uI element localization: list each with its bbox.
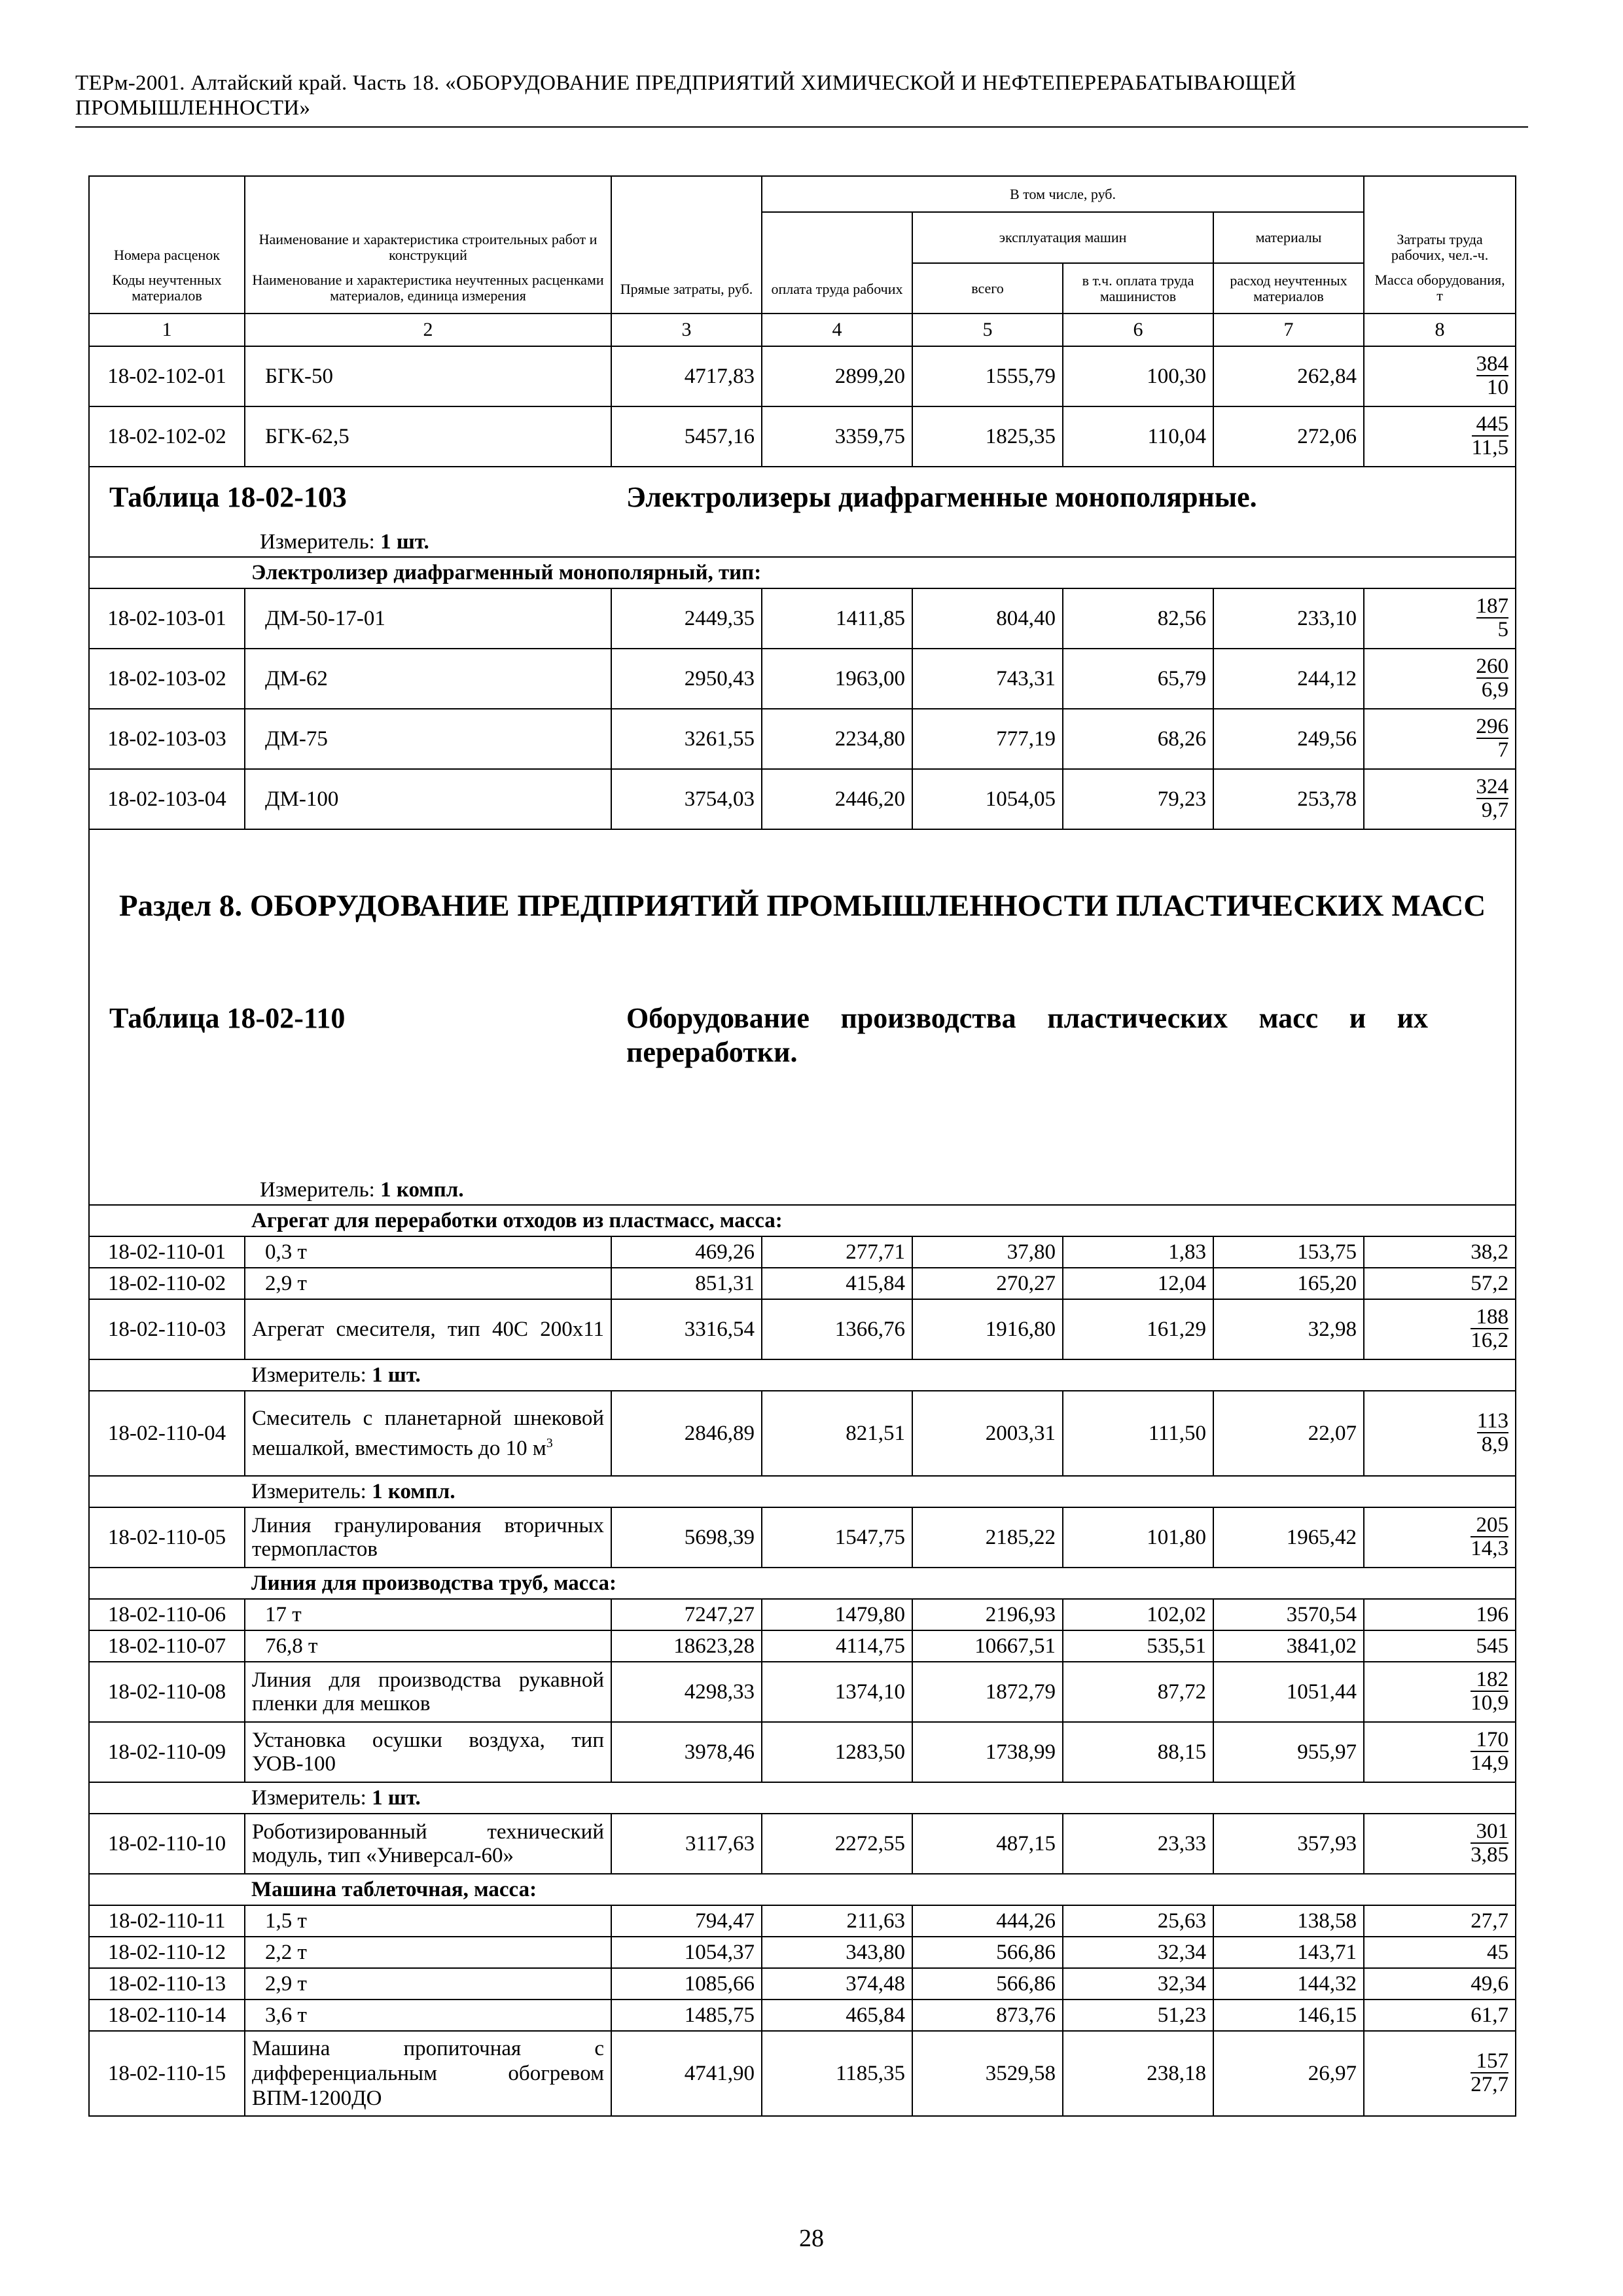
machines-total: 2196,93: [912, 1599, 1063, 1630]
machinist-pay: 68,26: [1063, 709, 1213, 769]
measure-value: 1 шт.: [372, 1785, 421, 1810]
machines-total: 1916,80: [912, 1299, 1063, 1359]
table-103-measure: [89, 528, 1516, 557]
rate-name: Установка осушки воздуха, тип УОВ-100: [245, 1722, 611, 1782]
measure-label: Измеритель:: [251, 1785, 366, 1810]
measure-label: Измеритель:: [260, 530, 375, 554]
labor-pay: 2234,80: [762, 709, 912, 769]
table-110-measure-2: [89, 1359, 1516, 1391]
col-total-header: всего: [912, 263, 1063, 314]
machines-total: 1555,79: [912, 346, 1063, 406]
direct-cost: 2950,43: [611, 649, 762, 709]
direct-cost: 3978,46: [611, 1722, 762, 1782]
direct-cost: 4717,83: [611, 346, 762, 406]
machinist-pay: 238,18: [1063, 2031, 1213, 2116]
rate-code: 18-02-110-14: [89, 2000, 245, 2031]
col-labor-pay-header: оплата труда рабочих: [762, 212, 912, 314]
labor-pay: 277,71: [762, 1236, 912, 1268]
machines-total: 1054,05: [912, 769, 1063, 829]
labor-mass-fraction: [1364, 1391, 1516, 1476]
group-title: Электролизер диафрагменный монополярный, тип:: [245, 557, 1516, 588]
group-title: Линия для производства труб, масса:: [245, 1568, 1516, 1599]
table-row: [89, 709, 1516, 769]
table-110-measure-4: [89, 1782, 1516, 1814]
direct-cost: 3316,54: [611, 1299, 762, 1359]
labor-pay: 1963,00: [762, 649, 912, 709]
rate-code: 18-02-110-01: [89, 1236, 245, 1268]
materials: 262,84: [1213, 346, 1364, 406]
machines-total: 1825,35: [912, 406, 1063, 467]
machines-total: 566,86: [912, 1968, 1063, 2000]
rate-code: 18-02-110-02: [89, 1268, 245, 1299]
labor-cost: 157: [1471, 2050, 1508, 2073]
machinist-pay: 79,23: [1063, 769, 1213, 829]
direct-cost: 2449,35: [611, 588, 762, 649]
labor-mass-fraction: [1364, 2031, 1516, 2116]
labor-mass-fraction: [1364, 649, 1516, 709]
measure-value: 1 компл.: [372, 1479, 455, 1503]
labor-mass-fraction: [1364, 406, 1516, 467]
labor-cost: 57,2: [1364, 1268, 1516, 1299]
machinist-pay: 32,34: [1063, 1968, 1213, 2000]
rate-name: ДМ-62: [245, 649, 611, 709]
labor-pay: 374,48: [762, 1968, 912, 2000]
labor-cost: 296: [1476, 715, 1509, 738]
unit-exponent: 3: [546, 1436, 553, 1450]
direct-cost: 3117,63: [611, 1814, 762, 1874]
rate-code: 18-02-110-03: [89, 1299, 245, 1359]
table-row: [89, 1905, 1516, 1937]
machinist-pay: 100,30: [1063, 346, 1213, 406]
machinist-pay: 12,04: [1063, 1268, 1213, 1299]
machines-total: 3529,58: [912, 2031, 1063, 2116]
col-number: 2: [245, 314, 611, 346]
measure-value: 1 шт.: [380, 530, 429, 554]
labor-mass-fraction: [1364, 588, 1516, 649]
machinist-pay: 82,56: [1063, 588, 1213, 649]
labor-mass-fraction: [1364, 1662, 1516, 1722]
equipment-mass: 11,5: [1471, 436, 1509, 459]
machinist-pay: 88,15: [1063, 1722, 1213, 1782]
group-row: [89, 1205, 1516, 1236]
direct-cost: 469,26: [611, 1236, 762, 1268]
labor-pay: 2899,20: [762, 346, 912, 406]
materials: 3570,54: [1213, 1599, 1364, 1630]
machines-total: 777,19: [912, 709, 1063, 769]
materials: 3841,02: [1213, 1630, 1364, 1662]
table-row: [89, 1268, 1516, 1299]
materials: 233,10: [1213, 588, 1364, 649]
equipment-mass: 27,7: [1471, 2073, 1509, 2096]
equipment-mass: 7: [1497, 738, 1509, 762]
labor-mass-fraction: [1364, 1299, 1516, 1359]
machines-total: 873,76: [912, 2000, 1063, 2031]
rate-name: БГК-62,5: [245, 406, 611, 467]
col-labor-cost-header: Затраты труда рабочих, чел.-ч.: [1364, 176, 1516, 263]
machines-total: 566,86: [912, 1937, 1063, 1968]
measure-label: Измеритель:: [260, 1178, 375, 1202]
col-codes-header: Коды неучтенных материалов: [89, 263, 245, 314]
group-title: Агрегат для переработки отходов из пластмасс, масса:: [245, 1205, 1516, 1236]
rate-code: 18-02-110-10: [89, 1814, 245, 1874]
labor-cost: 301: [1471, 1820, 1508, 1844]
table-110-label: Таблица 18-02-110: [109, 1002, 346, 1034]
rate-code: 18-02-103-02: [89, 649, 245, 709]
col-rate-no-header: Номера расценок: [89, 176, 245, 263]
price-table-frame: [88, 175, 1515, 2134]
price-table: [88, 175, 1516, 2117]
machines-total: 743,31: [912, 649, 1063, 709]
rate-code: 18-02-110-04: [89, 1391, 245, 1476]
direct-cost: 1054,37: [611, 1937, 762, 1968]
table-110-title: Оборудование производства пластических масс и их переработки.: [626, 1002, 1428, 1068]
col-number: 5: [912, 314, 1063, 346]
group-title: Машина таблеточная, масса:: [245, 1874, 1516, 1905]
table-row: [89, 1507, 1516, 1568]
measure-label: Измеритель:: [251, 1363, 366, 1387]
machines-total: 1738,99: [912, 1722, 1063, 1782]
labor-cost: 170: [1471, 1729, 1508, 1752]
table-row: [89, 1814, 1516, 1874]
materials: 244,12: [1213, 649, 1364, 709]
measure-label: Измеритель:: [251, 1479, 366, 1503]
materials: 272,06: [1213, 406, 1364, 467]
labor-cost: 384: [1476, 352, 1509, 376]
labor-cost: 324: [1476, 775, 1509, 798]
equipment-mass: 9,7: [1481, 798, 1509, 822]
labor-pay: 1411,85: [762, 588, 912, 649]
equipment-mass: 10: [1487, 376, 1509, 399]
group-row: [89, 557, 1516, 588]
rate-code: 18-02-110-05: [89, 1507, 245, 1568]
labor-cost: 45: [1364, 1937, 1516, 1968]
col-number: 6: [1063, 314, 1213, 346]
equipment-mass: 8,9: [1481, 1433, 1509, 1456]
materials: 165,20: [1213, 1268, 1364, 1299]
materials: 32,98: [1213, 1299, 1364, 1359]
rate-code: 18-02-110-08: [89, 1662, 245, 1722]
materials: 153,75: [1213, 1236, 1364, 1268]
direct-cost: 7247,27: [611, 1599, 762, 1630]
rate-code: 18-02-103-03: [89, 709, 245, 769]
materials: 22,07: [1213, 1391, 1364, 1476]
col-incl-header: В том числе, руб.: [762, 176, 1364, 212]
labor-cost: 545: [1364, 1630, 1516, 1662]
rate-code: 18-02-110-11: [89, 1905, 245, 1937]
materials: 1051,44: [1213, 1662, 1364, 1722]
materials: 146,15: [1213, 2000, 1364, 2031]
labor-pay: 821,51: [762, 1391, 912, 1476]
table-row: [89, 346, 1516, 406]
materials: 138,58: [1213, 1905, 1364, 1937]
direct-cost: 18623,28: [611, 1630, 762, 1662]
labor-pay: 1185,35: [762, 2031, 912, 2116]
labor-cost: 445: [1472, 413, 1509, 437]
col-unaccounted-header: расход неучтенных материалов: [1213, 263, 1364, 314]
table-103-heading: [89, 467, 1516, 528]
col-number: 8: [1364, 314, 1516, 346]
table-110-measure-1: [89, 1176, 1516, 1205]
rate-name: ДМ-100: [245, 769, 611, 829]
rate-code: 18-02-110-06: [89, 1599, 245, 1630]
machinist-pay: 1,83: [1063, 1236, 1213, 1268]
equipment-mass: 10,9: [1471, 1691, 1509, 1715]
machinist-pay: 535,51: [1063, 1630, 1213, 1662]
labor-mass-fraction: [1364, 1722, 1516, 1782]
materials: 357,93: [1213, 1814, 1364, 1874]
labor-cost: 187: [1476, 594, 1509, 618]
section-8-heading: [89, 829, 1516, 1176]
machinist-pay: 161,29: [1063, 1299, 1213, 1359]
labor-mass-fraction: [1364, 709, 1516, 769]
direct-cost: 4298,33: [611, 1662, 762, 1722]
machinist-pay: 23,33: [1063, 1814, 1213, 1874]
materials: 26,97: [1213, 2031, 1364, 2116]
labor-pay: 2272,55: [762, 1814, 912, 1874]
table-row: [89, 1391, 1516, 1476]
labor-mass-fraction: [1364, 346, 1516, 406]
table-row: [89, 649, 1516, 709]
rate-code: 18-02-103-01: [89, 588, 245, 649]
rate-name: ДМ-50-17-01: [245, 588, 611, 649]
rate-name: 3,6 т: [245, 2000, 611, 2031]
machines-total: 804,40: [912, 588, 1063, 649]
direct-cost: 4741,90: [611, 2031, 762, 2116]
table-row: [89, 1722, 1516, 1782]
table-row: [89, 2000, 1516, 2031]
machinist-pay: 65,79: [1063, 649, 1213, 709]
col-number: 1: [89, 314, 245, 346]
col-number: 7: [1213, 314, 1364, 346]
rate-name: 1,5 т: [245, 1905, 611, 1937]
table-103-title: Электролизеры диафрагменные монополярные.: [626, 481, 1257, 513]
group-row: [89, 1874, 1516, 1905]
rate-code: 18-02-102-02: [89, 406, 245, 467]
materials: 253,78: [1213, 769, 1364, 829]
page-number: 28: [799, 2225, 824, 2252]
machines-total: 270,27: [912, 1268, 1063, 1299]
machines-total: 2185,22: [912, 1507, 1063, 1568]
rate-name-cell: [245, 1391, 611, 1476]
table-row: [89, 2031, 1516, 2116]
col-direct-header: Прямые затраты, руб.: [611, 176, 762, 314]
materials: 143,71: [1213, 1937, 1364, 1968]
col-machines-header: эксплуатация машин: [912, 212, 1213, 263]
rate-name: 2,2 т: [245, 1937, 611, 1968]
rate-code: 18-02-103-04: [89, 769, 245, 829]
section-title: Раздел 8. ОБОРУДОВАНИЕ ПРЕДПРИЯТИЙ ПРОМЫШЛЕННОСТИ ПЛАСТИЧЕСКИХ МАСС: [118, 889, 1486, 923]
col-number: 4: [762, 314, 912, 346]
rate-name: Роботизированный технический модуль, тип «Универсал-60»: [245, 1814, 611, 1874]
measure-value: 1 компл.: [380, 1178, 464, 1202]
table-row: [89, 1937, 1516, 1968]
labor-mass-fraction: [1364, 1507, 1516, 1568]
table-row: [89, 769, 1516, 829]
rate-name: Линия для производства рукавной пленки для мешков: [245, 1662, 611, 1722]
equipment-mass: 14,3: [1471, 1537, 1509, 1560]
labor-pay: 1283,50: [762, 1722, 912, 1782]
table-row: [89, 1236, 1516, 1268]
rate-name: 2,9 т: [245, 1268, 611, 1299]
materials: 249,56: [1213, 709, 1364, 769]
table-110-measure-3: [89, 1476, 1516, 1507]
labor-cost: 61,7: [1364, 2000, 1516, 2031]
direct-cost: 5698,39: [611, 1507, 762, 1568]
rate-code: 18-02-110-09: [89, 1722, 245, 1782]
direct-cost: 1485,75: [611, 2000, 762, 2031]
col-mat-name-header: Наименование и характеристика неучтенных расценками материалов, единица измерения: [245, 263, 611, 314]
labor-pay: 1374,10: [762, 1662, 912, 1722]
machinist-pay: 51,23: [1063, 2000, 1213, 2031]
machines-total: 444,26: [912, 1905, 1063, 1937]
materials: 144,32: [1213, 1968, 1364, 2000]
table-row: [89, 1630, 1516, 1662]
labor-pay: 211,63: [762, 1905, 912, 1937]
materials: 955,97: [1213, 1722, 1364, 1782]
measure-value: 1 шт.: [372, 1363, 421, 1387]
labor-cost: 49,6: [1364, 1968, 1516, 2000]
equipment-mass: 5: [1497, 618, 1509, 641]
labor-cost: 188: [1471, 1306, 1508, 1329]
machinist-pay: 111,50: [1063, 1391, 1213, 1476]
rate-code: 18-02-110-13: [89, 1968, 245, 2000]
machinist-pay: 102,02: [1063, 1599, 1213, 1630]
rate-name: ДМ-75: [245, 709, 611, 769]
table-row: [89, 406, 1516, 467]
direct-cost: 794,47: [611, 1905, 762, 1937]
header-rule: [75, 126, 1528, 128]
machines-total: 2003,31: [912, 1391, 1063, 1476]
table-row: [89, 1662, 1516, 1722]
document-header-title: ТЕРм-2001. Алтайский край. Часть 18. «ОБОРУДОВАНИЕ ПРЕДПРИЯТИЙ ХИМИЧЕСКОЙ И НЕФТЕПЕРЕРАБАТЫВАЮЩЕЙ ПРОМЫШЛЕННОСТИ»: [75, 71, 1296, 120]
rate-name: Агрегат смесителя, тип 40С 200x11: [245, 1299, 611, 1359]
col-machinist-pay-header: в т.ч. оплата труда машинистов: [1063, 263, 1213, 314]
machines-total: 37,80: [912, 1236, 1063, 1268]
direct-cost: 3754,03: [611, 769, 762, 829]
labor-pay: 1479,80: [762, 1599, 912, 1630]
table-103-label: Таблица 18-02-103: [109, 481, 347, 513]
labor-cost: 38,2: [1364, 1236, 1516, 1268]
labor-cost: 113: [1476, 1409, 1509, 1433]
labor-pay: 415,84: [762, 1268, 912, 1299]
machines-total: 1872,79: [912, 1662, 1063, 1722]
rate-name: Смеситель с планетарной шнековой мешалкой, вместимость до 10 м: [252, 1407, 604, 1460]
rate-name: Линия гранулирования вторичных термопластов: [245, 1507, 611, 1568]
machines-total: 10667,51: [912, 1630, 1063, 1662]
machines-total: 487,15: [912, 1814, 1063, 1874]
rate-code: 18-02-110-07: [89, 1630, 245, 1662]
equipment-mass: 6,9: [1481, 678, 1509, 702]
equipment-mass: 14,9: [1471, 1751, 1509, 1775]
machinist-pay: 32,34: [1063, 1937, 1213, 1968]
labor-pay: 1547,75: [762, 1507, 912, 1568]
machinist-pay: 101,80: [1063, 1507, 1213, 1568]
labor-mass-fraction: [1364, 1814, 1516, 1874]
col-materials-header: материалы: [1213, 212, 1364, 263]
labor-cost: 196: [1364, 1599, 1516, 1630]
labor-pay: 2446,20: [762, 769, 912, 829]
table-row: [89, 588, 1516, 649]
labor-pay: 343,80: [762, 1937, 912, 1968]
materials: 1965,42: [1213, 1507, 1364, 1568]
table-row: [89, 1299, 1516, 1359]
rate-name: 76,8 т: [245, 1630, 611, 1662]
rate-name: 2,9 т: [245, 1968, 611, 2000]
labor-mass-fraction: [1364, 769, 1516, 829]
rate-name: 0,3 т: [245, 1236, 611, 1268]
direct-cost: 1085,66: [611, 1968, 762, 2000]
machinist-pay: 110,04: [1063, 406, 1213, 467]
labor-pay: 1366,76: [762, 1299, 912, 1359]
rate-code: 18-02-102-01: [89, 346, 245, 406]
labor-pay: 3359,75: [762, 406, 912, 467]
direct-cost: 851,31: [611, 1268, 762, 1299]
labor-cost: 182: [1471, 1668, 1508, 1692]
machinist-pay: 25,63: [1063, 1905, 1213, 1937]
equipment-mass: 3,85: [1471, 1843, 1509, 1867]
labor-cost: 260: [1476, 655, 1509, 678]
header-row-1: [89, 176, 1516, 212]
direct-cost: 2846,89: [611, 1391, 762, 1476]
col-name-header: Наименование и характеристика строительных работ и конструкций: [245, 176, 611, 263]
labor-cost: 27,7: [1364, 1905, 1516, 1937]
column-number-row: [89, 314, 1516, 346]
machinist-pay: 87,72: [1063, 1662, 1213, 1722]
direct-cost: 5457,16: [611, 406, 762, 467]
rate-name: БГК-50: [245, 346, 611, 406]
table-row: [89, 1599, 1516, 1630]
col-number: 3: [611, 314, 762, 346]
col-mass-header: Масса оборудования, т: [1364, 263, 1516, 314]
rate-code: 18-02-110-15: [89, 2031, 245, 2116]
equipment-mass: 16,2: [1471, 1329, 1509, 1352]
labor-cost: 205: [1471, 1514, 1508, 1537]
direct-cost: 3261,55: [611, 709, 762, 769]
group-row: [89, 1568, 1516, 1599]
table-row: [89, 1968, 1516, 2000]
rate-name: 17 т: [245, 1599, 611, 1630]
labor-pay: 4114,75: [762, 1630, 912, 1662]
rate-code: 18-02-110-12: [89, 1937, 245, 1968]
labor-pay: 465,84: [762, 2000, 912, 2031]
rate-name: Машина пропиточная с дифференциальным обогревом ВПМ-1200ДО: [245, 2031, 611, 2116]
